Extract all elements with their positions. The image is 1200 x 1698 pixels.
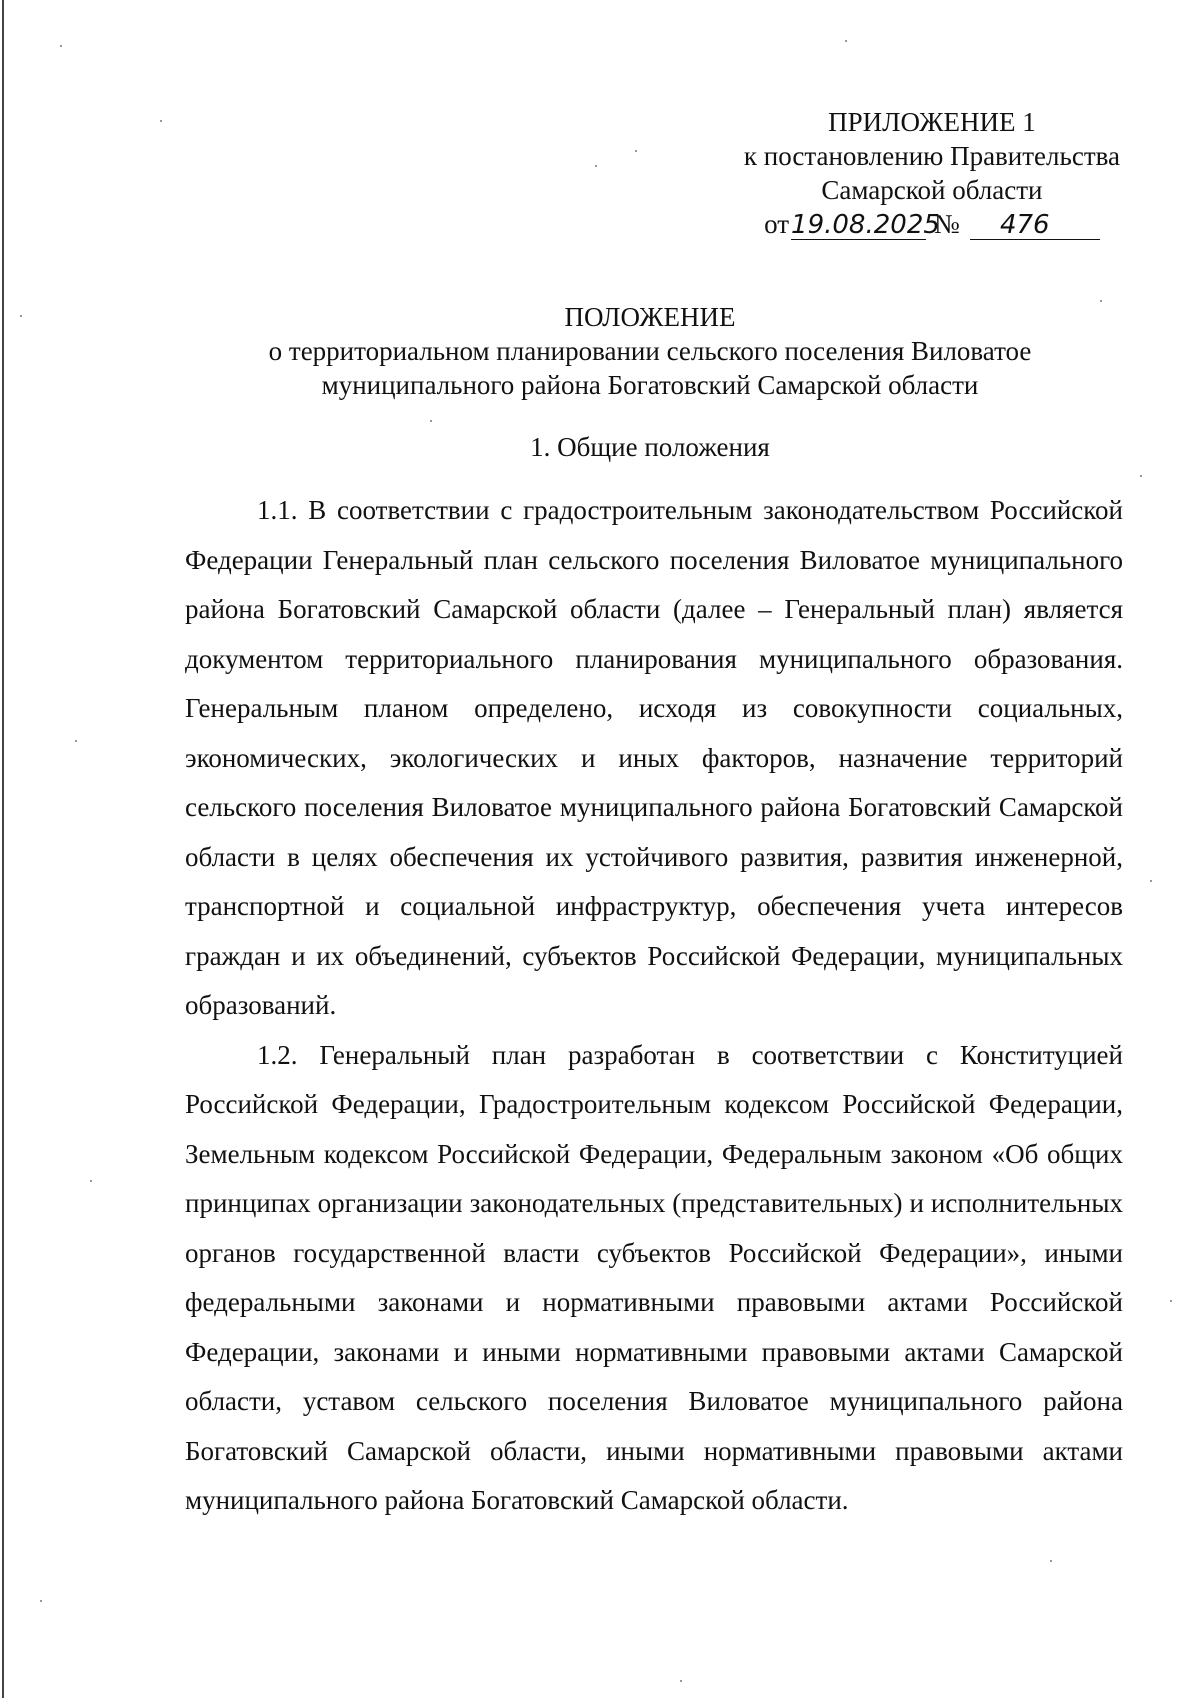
- scan-speck: [40, 1600, 42, 1602]
- scan-speck: [680, 1680, 682, 1682]
- appendix-block: [744, 105, 1120, 241]
- document-heading: [180, 300, 1120, 402]
- scan-speck: [595, 165, 597, 167]
- scan-speck: [60, 45, 62, 47]
- scan-speck: [430, 420, 432, 422]
- appendix-reference-line: [744, 207, 1120, 241]
- scan-speck: [75, 740, 77, 742]
- from-prefix: от: [764, 209, 790, 239]
- handwritten-date: 19.08.2025: [791, 210, 940, 240]
- paragraph-1-2: 1.2. Генеральный план разработан в соответствии с Конституцией Российской Федерации, Градостроительным кодексом Российской Федерации, Земельным кодексом Российской Федерации, Федеральным законом «Об общих принципах организации законодательных (представительных) и исполнительных органов государственной власти субъектов Российской Федерации», иными федеральными законами и нормативными правовыми актами Российской Федерации, законами и иными нормативными правовыми актами Самарской области, уставом сельского поселения Виловатое муниципального района Богатовский Самарской области, иными нормативными правовыми актами муниципального района Богатовский Самарской области.: [185, 1039, 1123, 1515]
- section-body: [185, 486, 1123, 1526]
- scan-speck: [1140, 475, 1142, 477]
- document-title: ПОЛОЖЕНИЕ: [564, 302, 736, 332]
- scan-speck: [1050, 1560, 1052, 1562]
- scan-speck: [845, 40, 847, 42]
- appendix-label: ПРИЛОЖЕНИЕ 1: [828, 107, 1036, 137]
- paragraph-1-1: 1.1. В соответствии с градостроительным законодательством Российской Федерации Генеральный план сельского поселения Виловатое муниципального района Богатовский Самарской области (далее – Генеральный план) является документом территориального планирования муниципального образования. Генеральным планом определено, исходя из совокупности социальных, экономических, экологических и иных факторов, назначение территорий сельского поселения Виловатое муниципального района Богатовский Самарской области в целях обеспечения их устойчивого развития, развития инженерной, транспортной и социальной инфраструктур, обеспечения учета интересов граждан и их объединений, субъектов Российской Федерации, муниципальных образований.: [185, 495, 1123, 1020]
- scan-edge: [2, 0, 4, 1698]
- document-subtitle-line2: муниципального района Богатовский Самарской области: [321, 370, 979, 400]
- scan-speck: [160, 120, 162, 122]
- scan-speck: [635, 150, 637, 152]
- scan-speck: [1170, 1300, 1172, 1302]
- appendix-region-line: Самарской области: [821, 175, 1043, 205]
- scan-speck: [1150, 880, 1152, 882]
- scan-speck: [1100, 300, 1102, 302]
- appendix-resolution-line: к постановлению Правительства: [743, 141, 1120, 171]
- document-subtitle-line1: о территориальном планировании сельского поселения Виловатое: [268, 336, 1032, 366]
- section-heading: 1. Общие положения: [530, 432, 770, 462]
- scan-speck: [90, 1180, 92, 1182]
- number-sign: №: [934, 209, 960, 239]
- handwritten-number: 476: [970, 211, 1100, 240]
- scan-speck: [20, 315, 22, 317]
